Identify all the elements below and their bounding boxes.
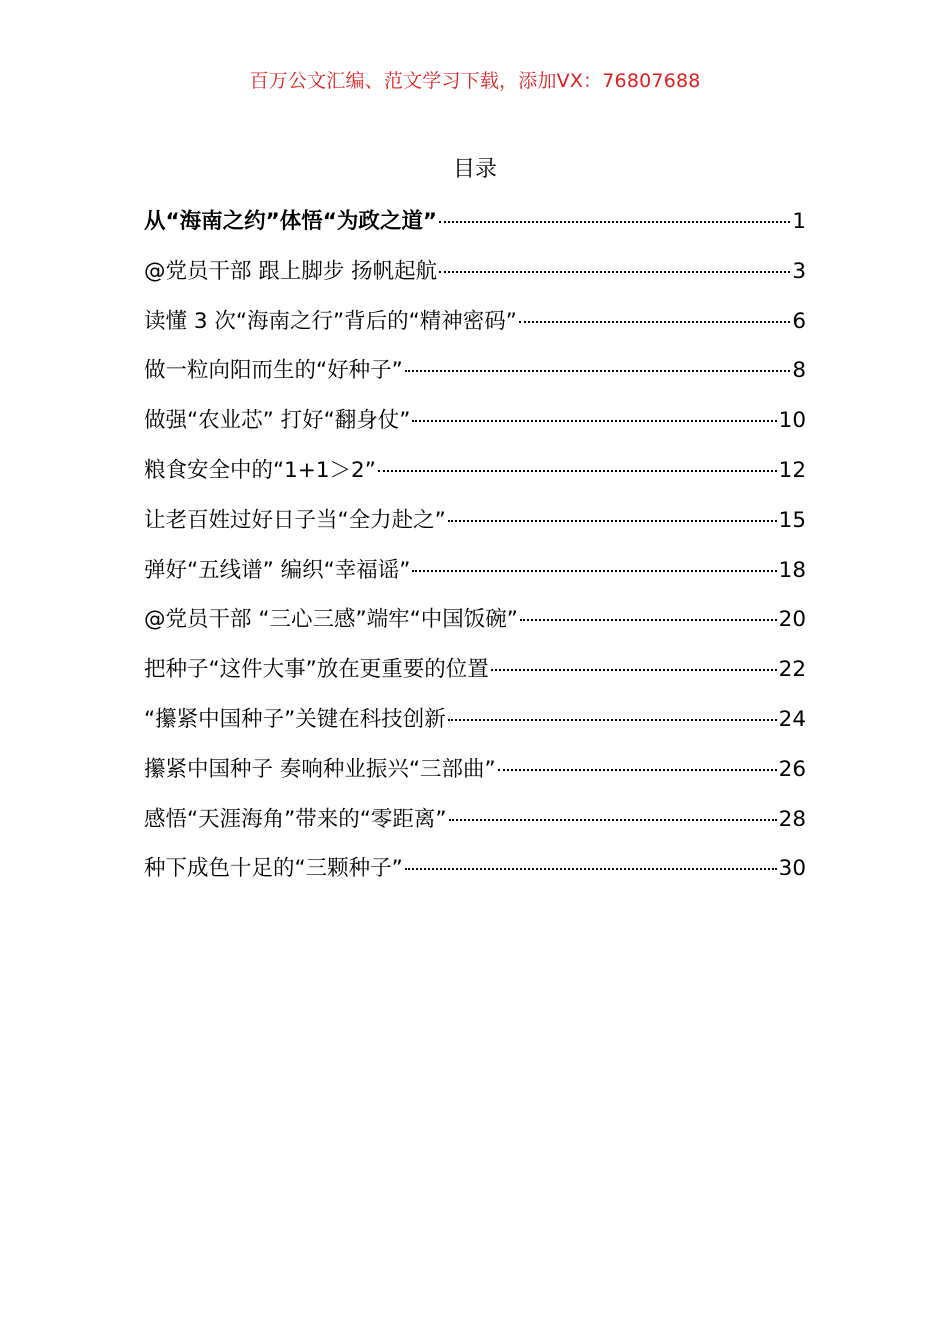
table-of-contents (144, 204, 806, 901)
toc-entry-title: 种下成色十足的“三颗种子” (144, 856, 403, 882)
page-title: 目录 (452, 157, 497, 182)
toc-entry[interactable] (144, 353, 806, 403)
toc-entry-title: 读懂 3 次“海南之行”背后的“精神密码” (144, 308, 517, 334)
toc-leader-dots (448, 719, 777, 721)
toc-entry-page: 8 (792, 358, 806, 384)
toc-entry-page: 18 (778, 557, 806, 583)
toc-entry-page: 22 (778, 657, 806, 683)
toc-entry-page: 10 (778, 408, 806, 434)
toc-entry-title: 感悟“天涯海角”带来的“零距离” (144, 806, 447, 832)
toc-entry-page: 20 (778, 607, 806, 633)
toc-entry[interactable] (144, 204, 806, 254)
toc-entry[interactable] (144, 304, 806, 354)
toc-entry-page: 28 (778, 806, 806, 832)
toc-entry-title: 弹好“五线谱” 编织“幸福谣” (144, 557, 411, 583)
toc-leader-dots (520, 619, 777, 621)
toc-entry-title: 做一粒向阳而生的“好种子” (144, 358, 403, 384)
toc-entry-title: @党员干部 “三心三感”端牢“中国饭碗” (144, 607, 518, 633)
toc-entry-title: 做强“农业芯” 打好“翻身仗” (144, 408, 411, 434)
toc-entry-title: 把种子“这件大事”放在更重要的位置 (144, 657, 489, 683)
toc-entry-title: 粮食安全中的“1+1＞2” (144, 457, 376, 483)
toc-leader-dots (519, 321, 790, 323)
toc-entry-page: 15 (778, 507, 806, 533)
toc-entry[interactable] (144, 403, 806, 453)
toc-entry-title: 攥紧中国种子 奏响种业振兴“三部曲” (144, 756, 496, 782)
toc-entry[interactable] (144, 553, 806, 603)
toc-leader-dots (439, 221, 790, 223)
toc-entry[interactable] (144, 652, 806, 702)
toc-entry[interactable] (144, 802, 806, 852)
toc-leader-dots (412, 420, 776, 422)
toc-entry[interactable] (144, 851, 806, 901)
toc-entry-page: 30 (778, 856, 806, 882)
toc-entry-page: 12 (778, 457, 806, 483)
toc-entry-page: 1 (792, 209, 806, 234)
toc-leader-dots (405, 868, 777, 870)
toc-entry-title: 从“海南之约”体悟“为政之道” (144, 209, 438, 234)
toc-leader-dots (412, 570, 776, 572)
toc-entry[interactable] (144, 503, 806, 553)
toc-entry[interactable] (144, 453, 806, 503)
toc-leader-dots (439, 271, 790, 273)
toc-leader-dots (405, 370, 791, 372)
toc-entry-page: 3 (792, 258, 806, 284)
toc-leader-dots (448, 520, 777, 522)
toc-leader-dots (498, 769, 777, 771)
toc-leader-dots (449, 819, 777, 821)
toc-entry[interactable] (144, 752, 806, 802)
toc-entry-title: 让老百姓过好日子当“全力赴之” (144, 507, 446, 533)
toc-entry-title: “攥紧中国种子”关键在科技创新 (144, 706, 446, 732)
toc-entry-page: 26 (778, 756, 806, 782)
toc-entry-page: 6 (792, 308, 806, 334)
toc-leader-dots (491, 669, 777, 671)
toc-entry[interactable] (144, 702, 806, 752)
toc-entry[interactable] (144, 602, 806, 652)
header-banner: 百万公文汇编、范文学习下载，添加VX：76807688 (249, 70, 701, 92)
toc-entry-title: @党员干部 跟上脚步 扬帆起航 (144, 258, 438, 284)
toc-entry-page: 24 (778, 706, 806, 732)
toc-leader-dots (378, 470, 777, 472)
toc-entry[interactable] (144, 254, 806, 304)
